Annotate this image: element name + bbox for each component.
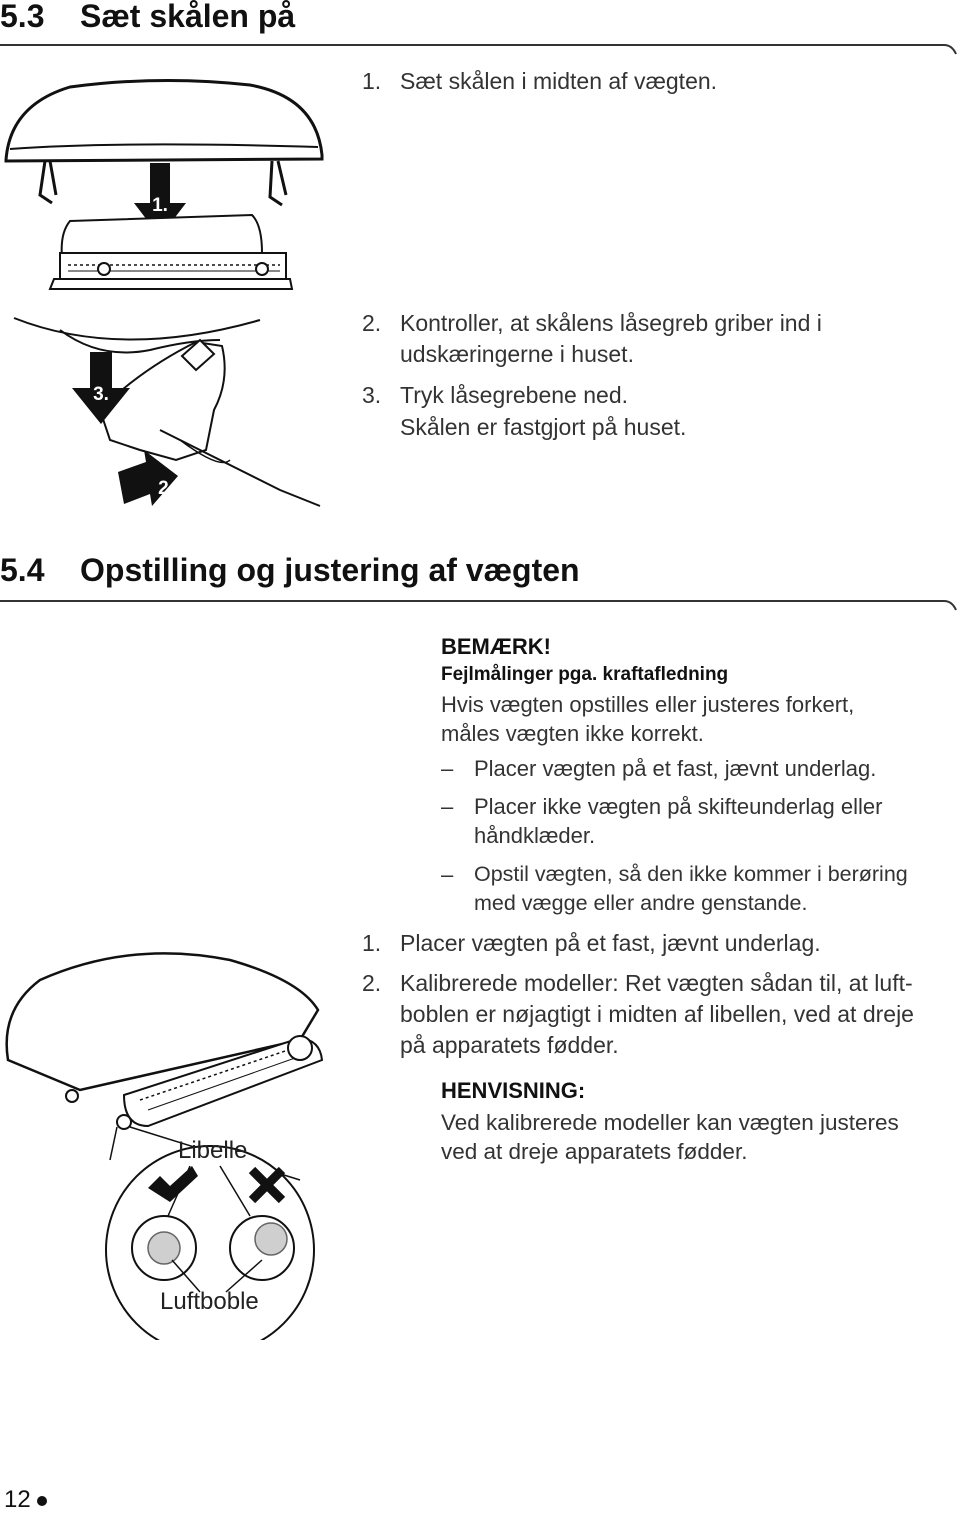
- bubble-centered: [148, 1232, 180, 1264]
- hint-block: [441, 1078, 956, 1166]
- hint-text: Ved kalibrerede modeller kan vægten justeres ved at dreje apparatets fødder.: [441, 1110, 899, 1164]
- step-item: 1. Sæt skålen i midten af vægten.: [362, 68, 718, 94]
- figure-label-3: 3.: [93, 384, 109, 405]
- step-result: Skålen er fastgjort på huset.: [400, 414, 687, 440]
- note-subheading: Fejlmålinger pga. kraftafledning: [441, 664, 729, 685]
- section-title: Opstilling og justering af vægten: [80, 552, 580, 588]
- bubble-off-center: [255, 1223, 287, 1255]
- section-number: 5.3: [0, 0, 45, 34]
- section-heading-5-4: [0, 552, 580, 589]
- note-text: Hvis vægten opstilles eller justeres forkert, måles vægten ikke korrekt.: [441, 692, 855, 746]
- note-heading: BEMÆRK!: [441, 634, 551, 659]
- figure-label-2: 2.: [158, 478, 174, 499]
- note-bullet: – Placer ikke vægten på skifteunderlag eller håndklæder.: [441, 794, 883, 848]
- lock-clip-detail-illustration: [0, 300, 330, 525]
- step-item: 3. Tryk låsegrebene ned.: [362, 382, 629, 408]
- note-bullet: – Placer vægten på et fast, jævnt underlag.: [441, 756, 877, 781]
- section-number: 5.4: [0, 552, 45, 588]
- page-number: 12: [4, 1486, 47, 1514]
- note-bullet: – Opstil vægten, så den ikke kommer i berøring med vægge eller andre genstande.: [441, 862, 908, 915]
- section-heading-5-3: [0, 0, 295, 35]
- hint-heading: HENVISNING:: [441, 1078, 586, 1103]
- figure-label-bubble: Luftboble: [160, 1288, 259, 1315]
- note-block: [441, 634, 956, 748]
- scale-level-illustration: [0, 930, 340, 1340]
- section-title: Sæt skålen på: [80, 0, 296, 34]
- step-item: 1. Placer vægten på et fast, jævnt underlag.: [362, 930, 821, 956]
- step-item: 2. Kontroller, at skålens låsegreb griber ind i udskæringerne i huset.: [362, 310, 822, 367]
- step-item: 2. Kalibrerede modeller: Ret vægten sådan til, at luft- boblen er nøjagtigt i midten af libellen, ved at dreje på apparatets fødder.: [362, 970, 914, 1058]
- bullet-dot: [37, 1496, 47, 1506]
- bowl-mounting-illustration: [0, 75, 330, 305]
- figure-label-level: Libelle: [178, 1137, 248, 1164]
- section-rule: [0, 42, 960, 62]
- section-rule: [0, 598, 960, 618]
- figure-label-1: 1.: [152, 195, 168, 216]
